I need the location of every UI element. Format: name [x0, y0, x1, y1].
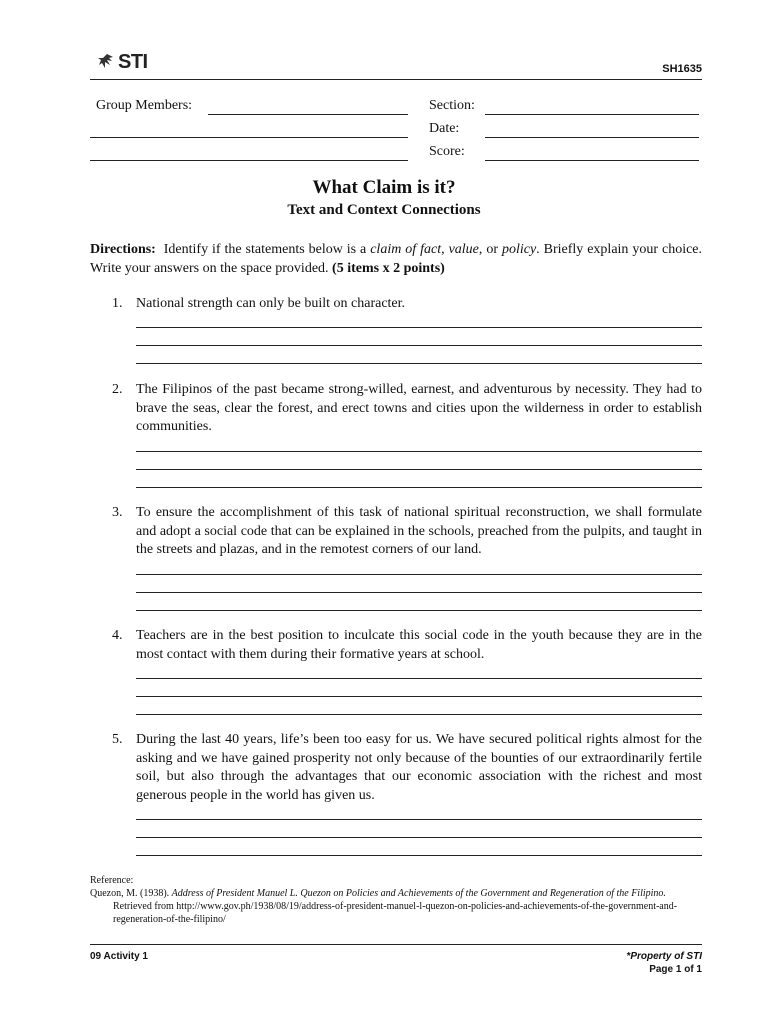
answer-line[interactable]	[136, 696, 702, 697]
document-code: SH1635	[662, 63, 702, 75]
date-label: Date:	[429, 121, 460, 136]
list-item	[112, 381, 702, 441]
claim-of-fact: claim of fact	[370, 242, 442, 257]
directions-label: Directions:	[90, 242, 156, 257]
reference-url[interactable]: Retrieved from http://www.gov.ph/1938/08/19/address-of-president-manuel-l-quezon-on-policies-and-achievements-of-the-government-and-regeneration-of-the-filipino/	[113, 901, 678, 925]
answer-line[interactable]	[136, 574, 702, 575]
group-members-label: Group Members:	[96, 98, 193, 113]
item-number: 3.	[112, 505, 123, 520]
reference-author: Quezon, M. (1938).	[90, 888, 170, 899]
logo-text: STI	[118, 50, 148, 73]
score-label: Score:	[429, 144, 465, 159]
directions-or: , or	[478, 242, 498, 257]
answer-line[interactable]	[136, 837, 702, 838]
directions	[90, 240, 702, 278]
list-item	[112, 627, 702, 667]
directions-comma: ,	[441, 242, 445, 257]
answer-line[interactable]	[136, 678, 702, 679]
directions-text-1: Identify if the statements below is a	[163, 242, 367, 257]
group-members-line-3[interactable]	[90, 160, 408, 161]
page-title: What Claim is it?	[312, 177, 456, 198]
answer-line[interactable]	[136, 451, 702, 452]
group-members-line-2[interactable]	[90, 137, 408, 138]
score-line[interactable]	[485, 160, 699, 161]
item-number: 5.	[112, 732, 123, 747]
reference	[90, 874, 702, 926]
item-text: To ensure the accomplishment of this task of national spiritual reconstruction, we shall formulate and adopt a social code that can be explained in the schools, preached from the pulpits, and taught in the streets and plazas, and in the remotest corners of our land.	[136, 505, 702, 557]
answer-line[interactable]	[136, 327, 702, 328]
footer-activity: 09 Activity 1	[90, 951, 148, 962]
header-rule	[90, 79, 702, 80]
footer-rule	[90, 944, 702, 945]
item-text: During the last 40 years, life’s been too easy for us. We have secured political rights almost for the asking and we have gained prosperity not only because of the bounties of our extraordinarily fertile soil, but also through the advantages that our economic association with the richest and most generous people in the world has given us.	[136, 732, 702, 803]
item-number: 4.	[112, 628, 123, 643]
directions-points: (5 items x 2 points)	[332, 261, 445, 276]
sti-logo	[97, 50, 148, 74]
item-number: 1.	[112, 296, 123, 311]
answer-line[interactable]	[136, 610, 702, 611]
footer-page: Page 1 of 1	[649, 964, 702, 975]
date-line[interactable]	[485, 137, 699, 138]
list-item	[112, 295, 702, 315]
claim-value: value	[448, 242, 479, 257]
item-text: Teachers are in the best position to inculcate this social code in the youth because they are in the most contact with them during their formative years at school.	[136, 628, 702, 662]
claim-policy: policy	[501, 242, 537, 257]
answer-line[interactable]	[136, 855, 702, 856]
page-subtitle: Text and Context Connections	[287, 202, 481, 218]
footer-property: *Property of STI	[626, 951, 702, 962]
list-item	[112, 504, 702, 564]
item-number: 2.	[112, 382, 123, 397]
reference-label: Reference:	[90, 875, 134, 886]
answer-line[interactable]	[136, 345, 702, 346]
section-line[interactable]	[485, 114, 699, 115]
answer-line[interactable]	[136, 469, 702, 470]
group-members-line-1[interactable]	[208, 114, 408, 115]
list-item	[112, 731, 702, 807]
answer-line[interactable]	[136, 487, 702, 488]
answer-line[interactable]	[136, 819, 702, 820]
item-text: The Filipinos of the past became strong-willed, earnest, and adventurous by necessity. They had to brave the seas, clear the forest, and erect towns and cities upon the wilderness in order to establish communities.	[136, 382, 702, 434]
reference-title: Address of President Manuel L. Quezon on Policies and Achievements of the Government and Regeneration of the Filipino.	[171, 888, 666, 899]
answer-line[interactable]	[136, 363, 702, 364]
answer-line[interactable]	[136, 714, 702, 715]
directions-text-2: . Briefly explain your choice. Write your answers on the space provided.	[90, 242, 703, 276]
section-label: Section:	[429, 98, 475, 113]
item-text: National strength can only be built on character.	[136, 296, 406, 311]
reference-citation	[90, 887, 702, 926]
sti-globe-icon	[97, 52, 117, 72]
answer-line[interactable]	[136, 592, 702, 593]
